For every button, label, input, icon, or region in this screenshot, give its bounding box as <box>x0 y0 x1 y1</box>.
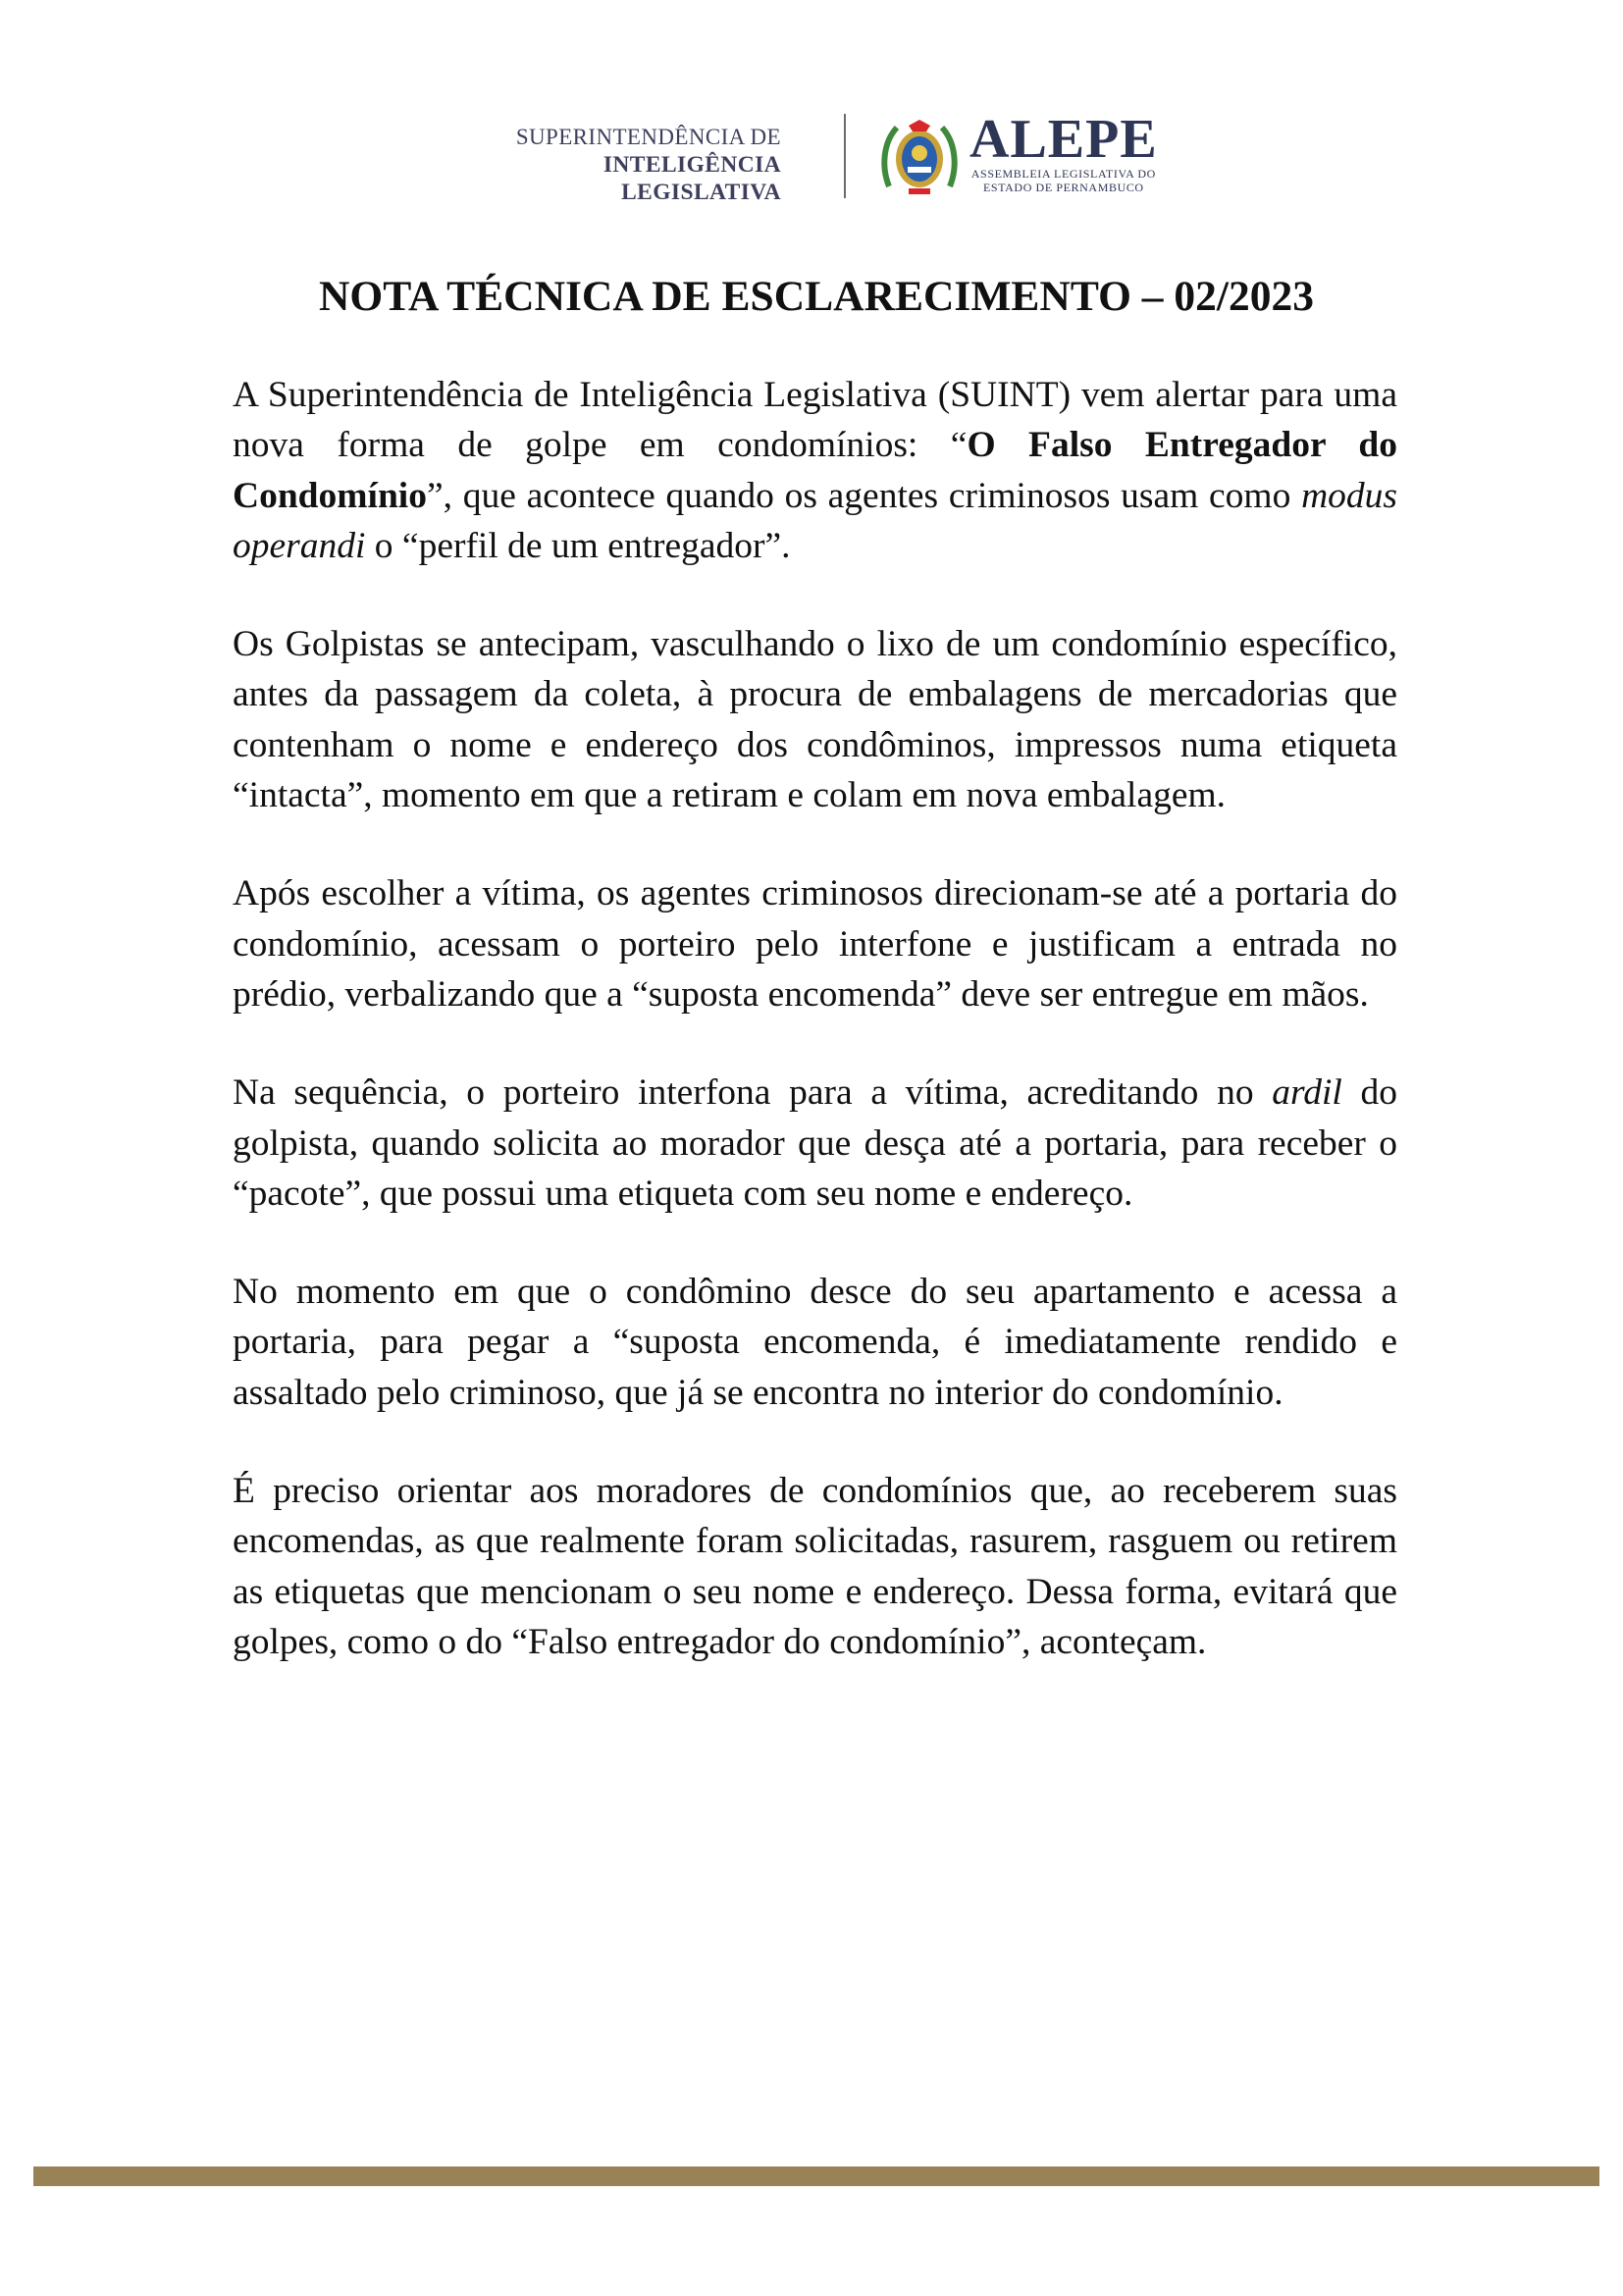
logo-divider <box>844 114 846 198</box>
paragraph-4-text-c: do golpista, quando solicita ao morador que desça até a portaria, para receber o “pacote”, que possui uma etiqueta com seu nome e endereço. <box>233 1072 1397 1214</box>
document-body <box>233 370 1397 1715</box>
paragraph-4-italic: ardil <box>1272 1072 1342 1114</box>
alepe-logo-sub-2: ESTADO DE PERNAMBUCO <box>982 181 1144 194</box>
paragraph-2: Os Golpistas se antecipam, vasculhando o lixo de um condomínio específico, antes da passagem da coleta, à procura de embalagens de mercadorias que contenham o nome e endereço dos condôminos, impressos numa etiqueta “intacta”, momento em que a retiram e colam em nova embalagem. <box>233 624 1397 816</box>
alepe-logo-name: ALEPE <box>969 109 1158 170</box>
paragraph-1-italic: modus operandi <box>233 475 1397 566</box>
paragraph-1 <box>233 370 1397 571</box>
paragraph-6: É preciso orientar aos moradores de condomínios que, ao receberem suas encomendas, as que realmente foram solicitadas, rasurem, rasguem ou retirem as etiquetas que mencionam o seu nome e endereço. Dessa forma, evitará que golpes, como o do “Falso entregador do condomínio”, aconteçam. <box>233 1471 1397 1662</box>
paragraph-1-bold: O Falso Entregador do Condomínio <box>233 425 1398 516</box>
document-title: NOTA TÉCNICA DE ESCLARECIMENTO – 02/2023 <box>319 273 1314 320</box>
paragraph-3: Após escolher a vítima, os agentes criminosos direcionam-se até a portaria do condomínio, acessam o porteiro pelo interfone e justificam a entrada no prédio, verbalizando que a “suposta encomenda” deve ser entregue em mãos. <box>233 873 1397 1015</box>
paragraph-5: No momento em que o condômino desce do seu apartamento e acessa a portaria, para pegar a “suposta encomenda, é imediatamente rendido e assaltado pelo criminoso, que já se encontra no interior do condomínio. <box>233 1272 1397 1413</box>
suint-line-2: INTELIGÊNCIA LEGISLATIVA <box>602 152 781 205</box>
suint-line-1: SUPERINTENDÊNCIA DE <box>515 125 781 149</box>
paragraph-4 <box>233 1068 1397 1219</box>
alepe-logo <box>969 109 1158 194</box>
suint-logo-text <box>442 124 781 206</box>
paragraph-4-text-a: Na sequência, o porteiro interfona para a vítima, acreditando no <box>233 1072 1273 1114</box>
paragraph-1-text-a: A Superintendência de Inteligência Legislativa (SUINT) vem alertar para uma nova forma de golpe em condomínios: “ <box>233 375 1397 466</box>
letterhead <box>442 109 1168 205</box>
paragraph-1-text-e: o “perfil de um entregador”. <box>365 525 791 566</box>
alepe-crest-icon <box>879 118 960 198</box>
paragraph-1-text-c: ”, que acontece quando os agentes criminosos usam como <box>426 475 1302 516</box>
alepe-logo-sub-1: ASSEMBLEIA LEGISLATIVA DO <box>970 167 1156 181</box>
footer-bar <box>33 2166 1599 2186</box>
